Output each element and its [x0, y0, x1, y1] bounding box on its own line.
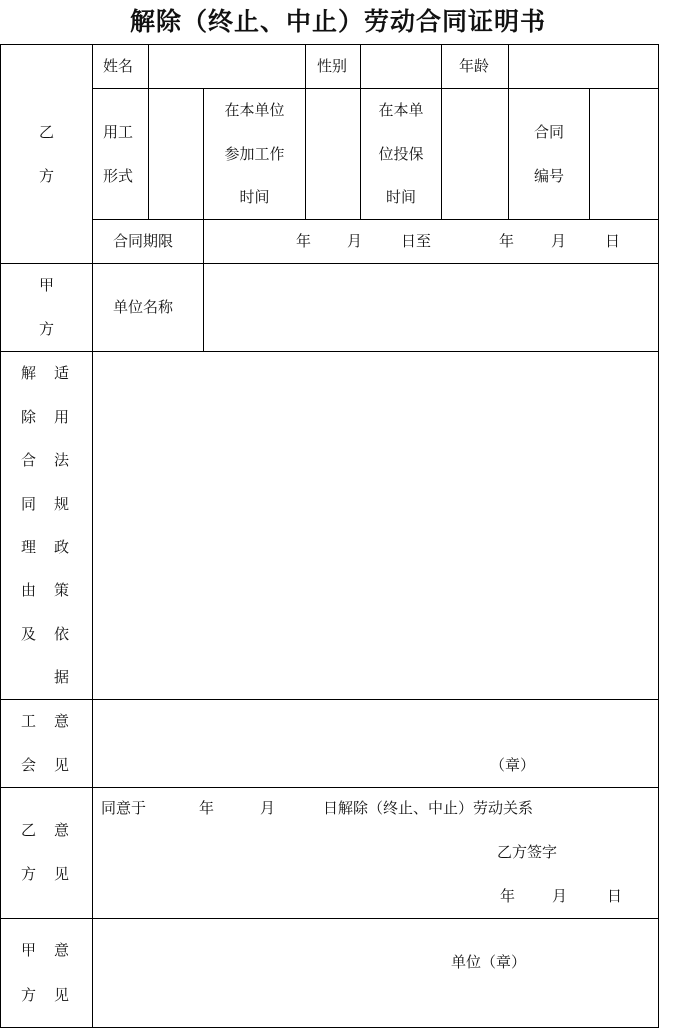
basis-label-char: 规 [54, 495, 70, 513]
party-b-label-line2: 方 [39, 167, 55, 185]
party-a-label-line1: 甲 [39, 276, 55, 294]
opinion-label-char: 意 [54, 821, 70, 839]
row-divider [0, 263, 659, 264]
opinion-label-char: 见 [54, 865, 70, 883]
age-label: 年龄 [459, 57, 490, 75]
opinion-label-char: 见 [54, 756, 70, 774]
party-b-label-line1: 乙 [39, 123, 55, 141]
period-start-day-to: 日至 [401, 232, 432, 250]
work-start-label-line2: 参加工作 [224, 145, 285, 163]
column-divider [441, 44, 442, 219]
period-start-year: 年 [296, 232, 312, 250]
insurance-start-label-line3: 时间 [385, 188, 416, 206]
signature-date-month: 月 [552, 887, 568, 905]
form-left-border [0, 44, 1, 1027]
agree-suffix: 日解除（终止、中止）劳动关系 [323, 799, 534, 817]
name-label: 姓名 [103, 57, 134, 75]
reason-label-char: 合 [21, 451, 37, 469]
basis-label-char: 政 [54, 538, 70, 556]
party-a-label-line2: 方 [39, 320, 55, 338]
contract-number-label-line2: 编号 [533, 167, 564, 185]
contract-number-label-line1: 合同 [533, 123, 564, 141]
opinion-label-char: 意 [54, 941, 70, 959]
opinion-label-char: 意 [54, 712, 70, 730]
work-start-label-line1: 在本单位 [224, 101, 285, 119]
insurance-start-label-line2: 位投保 [378, 145, 424, 163]
form-bottom-border [0, 1027, 659, 1028]
row-divider [0, 918, 659, 919]
column-divider [589, 88, 590, 219]
insurance-start-label-line1: 在本单 [378, 101, 424, 119]
employment-form-label-line2: 形式 [103, 167, 134, 185]
basis-label-char: 用 [54, 408, 70, 426]
document-title: 解除（终止、中止）劳动合同证明书 [129, 7, 546, 36]
party-a-opinion-label-char: 方 [21, 986, 37, 1004]
row-divider [0, 787, 659, 788]
gender-label: 性别 [317, 57, 348, 75]
basis-label-char: 据 [54, 668, 70, 686]
row-divider [93, 88, 659, 89]
reason-label-char: 解 [21, 364, 37, 382]
reason-label-char: 及 [21, 625, 37, 643]
period-end-day: 日 [605, 232, 621, 250]
reason-label-char: 由 [21, 581, 37, 599]
party-a-seal-label: 单位（章） [451, 953, 527, 971]
party-a-opinion-label-char: 甲 [21, 941, 37, 959]
signature-date-year: 年 [500, 887, 516, 905]
label-column-divider [92, 44, 93, 1027]
unit-name-label: 单位名称 [113, 298, 174, 316]
agree-prefix: 同意于 [101, 799, 147, 817]
period-start-month: 月 [347, 232, 363, 250]
agree-year: 年 [199, 799, 215, 817]
contract-period-label: 合同期限 [113, 232, 174, 250]
work-start-label-line3: 时间 [239, 188, 270, 206]
reason-label-char: 理 [21, 538, 37, 556]
party-b-opinion-label-char: 乙 [21, 821, 37, 839]
union-label-char: 会 [21, 756, 37, 774]
row-divider [0, 351, 659, 352]
column-divider [305, 44, 306, 219]
row-divider [0, 699, 659, 700]
basis-label-char: 依 [54, 625, 70, 643]
row-divider [93, 219, 659, 220]
party-b-signature-label: 乙方签字 [497, 843, 558, 861]
period-end-year: 年 [499, 232, 515, 250]
employment-form-label-line1: 用工 [103, 123, 134, 141]
form-right-border [658, 44, 659, 1027]
form-top-border [0, 44, 659, 45]
period-end-month: 月 [551, 232, 567, 250]
opinion-label-char: 见 [54, 986, 70, 1004]
union-seal-label: （章） [490, 756, 536, 774]
column-divider [148, 44, 149, 219]
reason-label-char: 同 [21, 495, 37, 513]
agree-month: 月 [260, 799, 276, 817]
column-divider [203, 88, 204, 351]
party-b-opinion-label-char: 方 [21, 865, 37, 883]
basis-label-char: 适 [54, 364, 70, 382]
reason-label-char: 除 [21, 408, 37, 426]
signature-date-day: 日 [607, 887, 623, 905]
union-label-char: 工 [21, 712, 37, 730]
basis-label-char: 法 [54, 451, 70, 469]
basis-label-char: 策 [54, 581, 70, 599]
